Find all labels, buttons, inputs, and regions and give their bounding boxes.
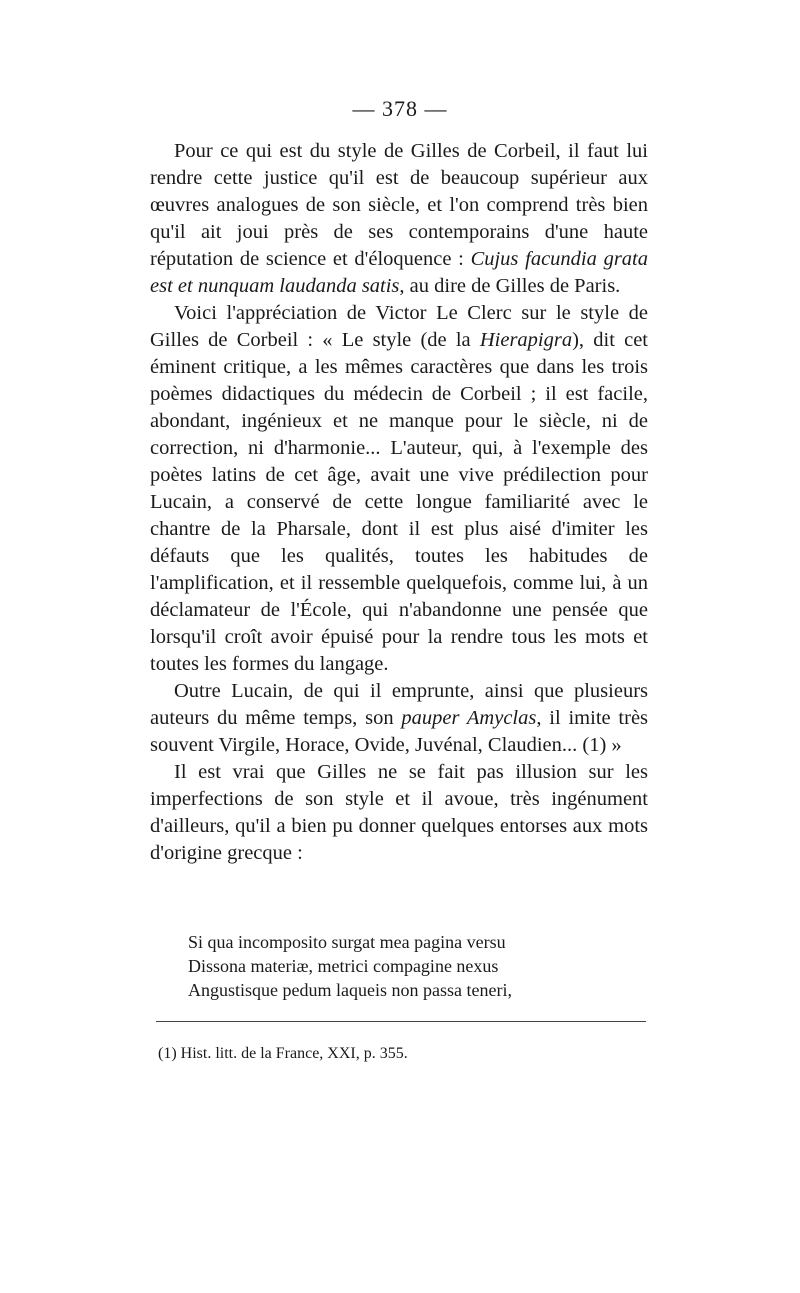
text-run: , au dire de Gilles de Paris. xyxy=(399,275,621,297)
page-number-header: — 378 — xyxy=(352,96,448,121)
verse-line: Si qua incomposito surgat mea pagina versu xyxy=(188,932,506,952)
body-text xyxy=(150,138,648,867)
footnote-divider xyxy=(156,1021,646,1022)
verse-line: Angustisque pedum laqueis non passa teneri, xyxy=(188,980,512,1000)
italic-phrase: pauper Amyclas xyxy=(401,707,537,729)
paragraph-2 xyxy=(150,300,648,678)
footnote: (1) Hist. litt. de la France, XXI, p. 355. xyxy=(158,1045,408,1062)
text-run: Outre Lucain, de qui il emprunte, ainsi que plusieurs auteurs du même temps, son xyxy=(150,680,648,729)
paragraph-3 xyxy=(150,678,648,759)
text-run: ), dit cet éminent critique, a les mêmes caractères que dans les trois poèmes didactiques du médecin de Corbeil ; il est facile, abondant, ingénieux et ne manque pour le siècle, ni de correction, ni d'harmonie... L'auteur, qui, à l'exemple des poètes latins de cet âge, avait une vive prédilection pour Lucain, a conservé de cette longue familiarité avec le chantre de la Pharsale, dont il est plus aisé d'imiter les défauts que les qualités, toutes les habitudes de l'amplification, et il ressemble quelquefois, comme lui, à un déclamateur de l'École, qui n'abandonne une pensée que lorsqu'il croît avoir épuisé pour la rendre tous les mots et toutes les formes du langage. xyxy=(150,329,648,675)
latin-verse xyxy=(188,930,658,1002)
text-run: Pour ce qui est du style de Gilles de Corbeil, il faut lui rendre cette justice qu'il est de beaucoup supérieur aux œuvres analogues de son siècle, et l'on comprend très bien qu'il ait joui près de ses contemporains d'une haute réputation de science et d'éloquence : xyxy=(150,140,648,270)
text-run: Il est vrai que Gilles ne se fait pas illusion sur les imperfections de son style et il avoue, très ingénument d'ailleurs, qu'il a bien pu donner quelques entorses aux mots d'origine grecque : xyxy=(150,761,648,864)
text-run: , il imite très souvent Virgile, Horace, Ovide, Juvénal, Claudien... (1) » xyxy=(150,707,649,756)
text-run: Voici l'appréciation de Victor Le Clerc sur le style de Gilles de Corbeil : « Le style (de la xyxy=(150,302,648,351)
paragraph-4 xyxy=(150,759,648,867)
verse-line: Dissona materiæ, metrici compagine nexus xyxy=(188,956,499,976)
italic-phrase: Cujus facundia grata est et nunquam laudanda satis xyxy=(150,248,648,297)
italic-phrase: Hierapigra xyxy=(479,329,573,351)
paragraph-1 xyxy=(150,138,648,300)
